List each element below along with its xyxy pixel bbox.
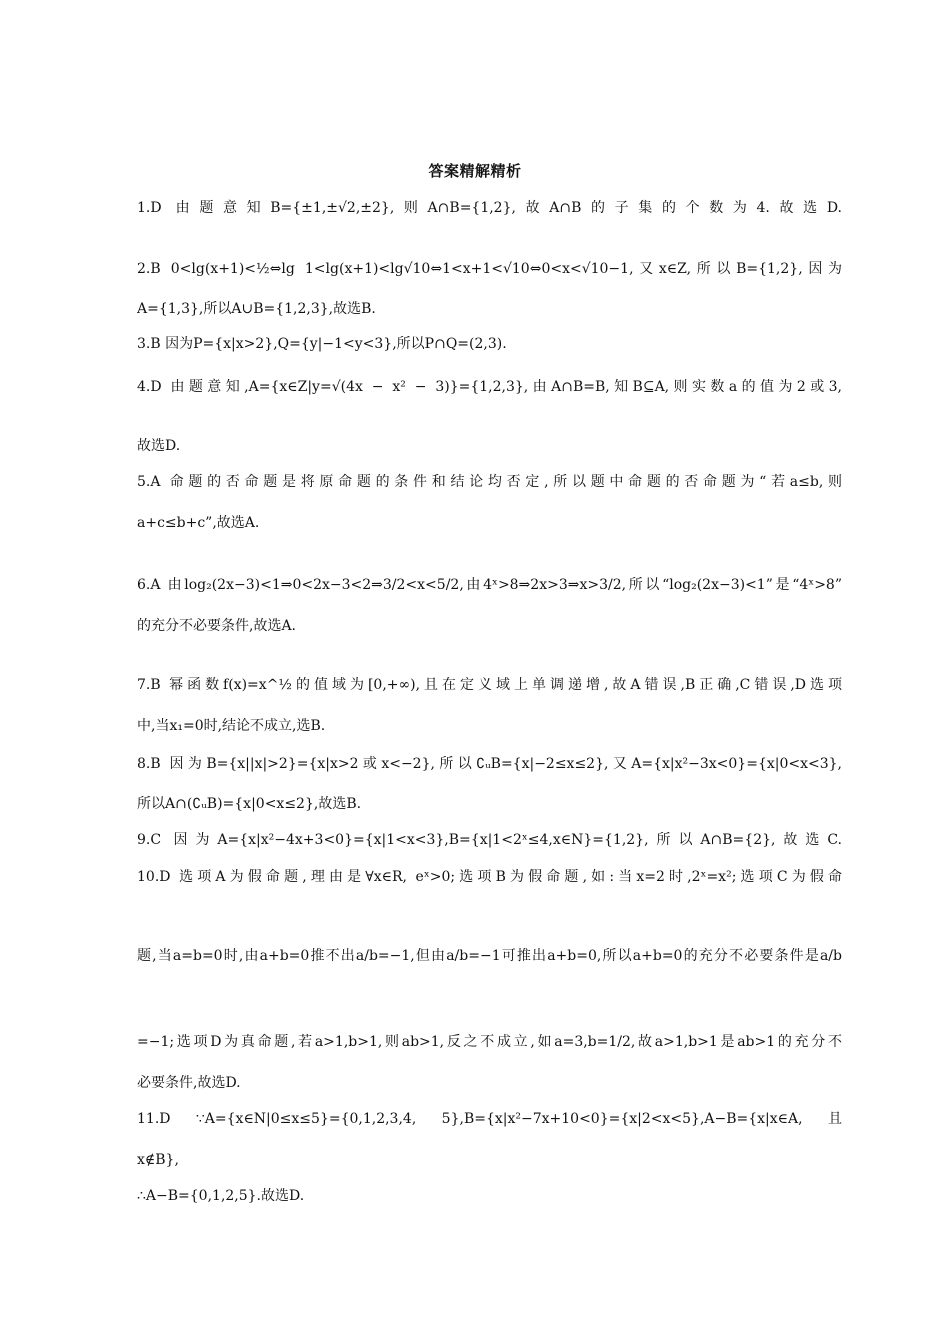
answer-line: 9.C 因为A={x|x²−4x+3<0}={x|1<x<3},B={x|1<2ˣ≤4,x∈N}={1,2},所以A∩B={2},故选C. bbox=[137, 832, 842, 848]
answer-line: 所以A∩(∁ᵤB)={x|0<x≤2},故选B. bbox=[137, 796, 362, 812]
answer-line: 1.D 由题意知B={±1,±√2,±2},则A∩B={1,2},故A∩B的子集的个数为4.故选D. bbox=[137, 200, 842, 216]
answer-line: 2.B 0<lg(x+1)<½⇔lg 1<lg(x+1)<lg√10⇔1<x+1<√10⇔0<x<√10−1,又x∈Z,所以B={1,2},因为 bbox=[137, 261, 842, 277]
answer-line: x∉B}, bbox=[137, 1152, 179, 1168]
answer-line: 4.D 由题意知,A={x∈Z|y=√(4x − x² − 3)}={1,2,3},由A∩B=B,知B⊆A,则实数a的值为2或3, bbox=[137, 379, 842, 395]
answer-line: 10.D 选项A为假命题,理由是∀x∈R, eˣ>0;选项B为假命题,如:当x=2时,2ˣ=x²;选项C为假命 bbox=[137, 869, 842, 885]
answer-line: 5.A 命题的否命题是将原命题的条件和结论均否定,所以题中命题的否命题为“若a≤b,则 bbox=[137, 474, 842, 490]
answer-line: 故选D. bbox=[137, 438, 181, 454]
answer-line: 7.B 幂函数f(x)=x^½的值域为[0,+∞),且在定义域上单调递增,故A错误,B正确,C错误,D选项 bbox=[137, 677, 842, 693]
answer-line: =−1;选项D为真命题,若a>1,b>1,则ab>1,反之不成立,如a=3,b=1/2,故a>1,b>1是ab>1的充分不 bbox=[137, 1034, 842, 1050]
answer-line: 中,当x₁=0时,结论不成立,选B. bbox=[137, 718, 326, 734]
answer-line: 3.B 因为P={x|x>2},Q={y|−1<y<3},所以P∩Q=(2,3). bbox=[137, 336, 507, 352]
answer-line: 8.B 因为B={x||x|>2}={x|x>2或x<−2},所以∁ᵤB={x|−2≤x≤2},又A={x|x²−3x<0}={x|0<x<3}, bbox=[137, 756, 842, 772]
answer-line: 的充分不必要条件,故选A. bbox=[137, 618, 297, 634]
answer-line: 必要条件,故选D. bbox=[137, 1075, 241, 1091]
answer-line: a+c≤b+c”,故选A. bbox=[137, 515, 260, 531]
page-title: 答案精解精析 bbox=[428, 162, 522, 180]
answer-line: ∴A−B={0,1,2,5}.故选D. bbox=[137, 1188, 305, 1204]
answer-line: 题,当a=b=0时,由a+b=0推不出a/b=−1,但由a/b=−1可推出a+b=0,所以a+b=0的充分不必要条件是a/b bbox=[137, 948, 842, 964]
answer-line: 11.D ∵A={x∈N|0≤x≤5}={0,1,2,3,4, 5},B={x|x²−7x+10<0}={x|2<x<5},A−B={x|x∈A, 且 bbox=[137, 1111, 842, 1127]
answer-line: A={1,3},所以A∪B={1,2,3},故选B. bbox=[137, 301, 376, 317]
answer-line: 6.A 由log₂(2x−3)<1⇒0<2x−3<2⇒3/2<x<5/2,由4ˣ>8⇒2x>3⇒x>3/2,所以“log₂(2x−3)<1”是“4ˣ>8” bbox=[137, 577, 842, 593]
